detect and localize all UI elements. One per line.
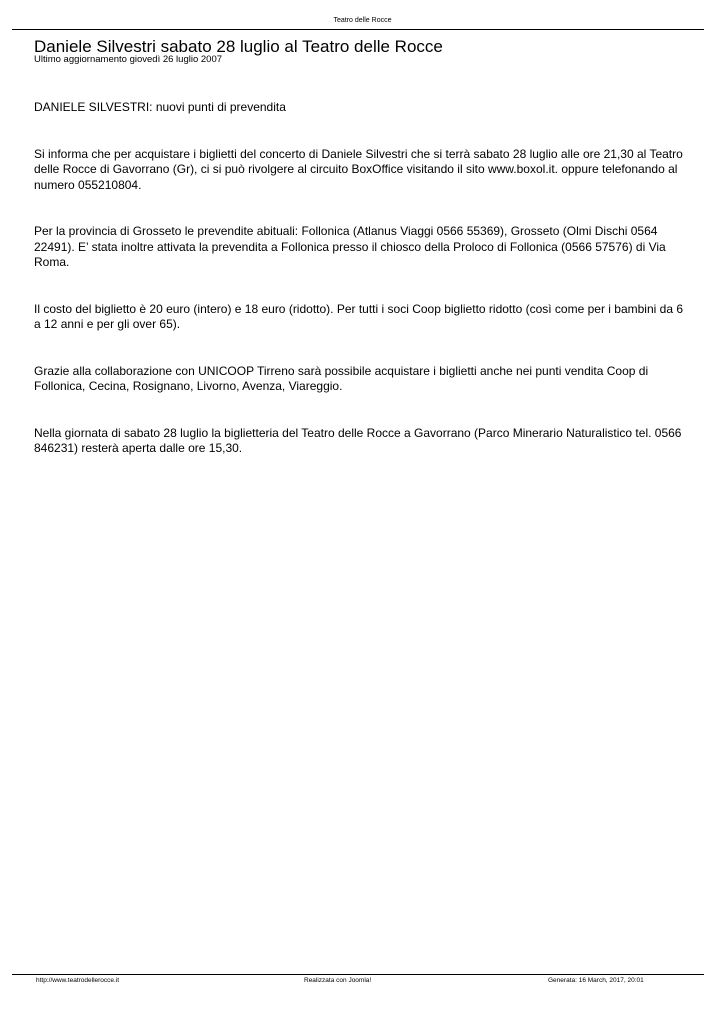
article-paragraph: Grazie alla collaborazione con UNICOOP Tirreno sarà possibile acquistare i biglietti anche nei punti vendita Coop di Follonica, Cecina, Rosignano, Livorno, Avenza, Viareggio. (34, 363, 649, 393)
article-updated-date: Ultimo aggiornamento giovedì 26 luglio 2007 (34, 54, 223, 65)
article-title: Daniele Silvestri sabato 28 luglio al Teatro delle Rocce (34, 37, 443, 56)
footer-site-url: http://www.teatrodellerocce.it (36, 977, 120, 984)
site-header: Teatro delle Rocce (333, 17, 392, 24)
article-paragraph: Nella giornata di sabato 28 luglio la biglietteria del Teatro delle Rocce a Gavorrano (Parco Minerario Naturalistico tel. 0566 846231) resterà aperta dalle ore 15,30. (34, 425, 682, 455)
article-paragraph: Si informa che per acquistare i biglietti del concerto di Daniele Silvestri che si terrà sabato 28 luglio alle ore 21,30 al Teatro delle Rocce di Gavorrano (Gr), ci si può rivolgere al circuito BoxOffice visitando il sito www.boxol.it. oppure telefonando al numero 055210804. (34, 146, 683, 192)
article-paragraph: Il costo del biglietto è 20 euro (intero) e 18 euro (ridotto). Per tutti i soci Coop biglietto ridotto (così come per i bambini da 6 a 12 anni e per gli over 65). (34, 301, 683, 331)
article-body (34, 100, 690, 488)
footer-divider (12, 974, 704, 975)
footer-generated-date: Generata: 16 March, 2017, 20:01 (548, 977, 644, 984)
article-paragraph: DANIELE SILVESTRI: nuovi punti di prevendita (34, 100, 286, 114)
article-paragraph: Per la provincia di Grosseto le prevendite abituali: Follonica (Atlanus Viaggi 0566 55369), Grosseto (Olmi Dischi 0564 22491). E’ stata inoltre attivata la prevendita a Follonica presso il chiosco della Proloco di Follonica (0566 57576) di Via Roma. (34, 224, 666, 269)
header-divider (12, 29, 704, 30)
footer-powered-by: Realizzata con Joomla! (304, 977, 372, 984)
